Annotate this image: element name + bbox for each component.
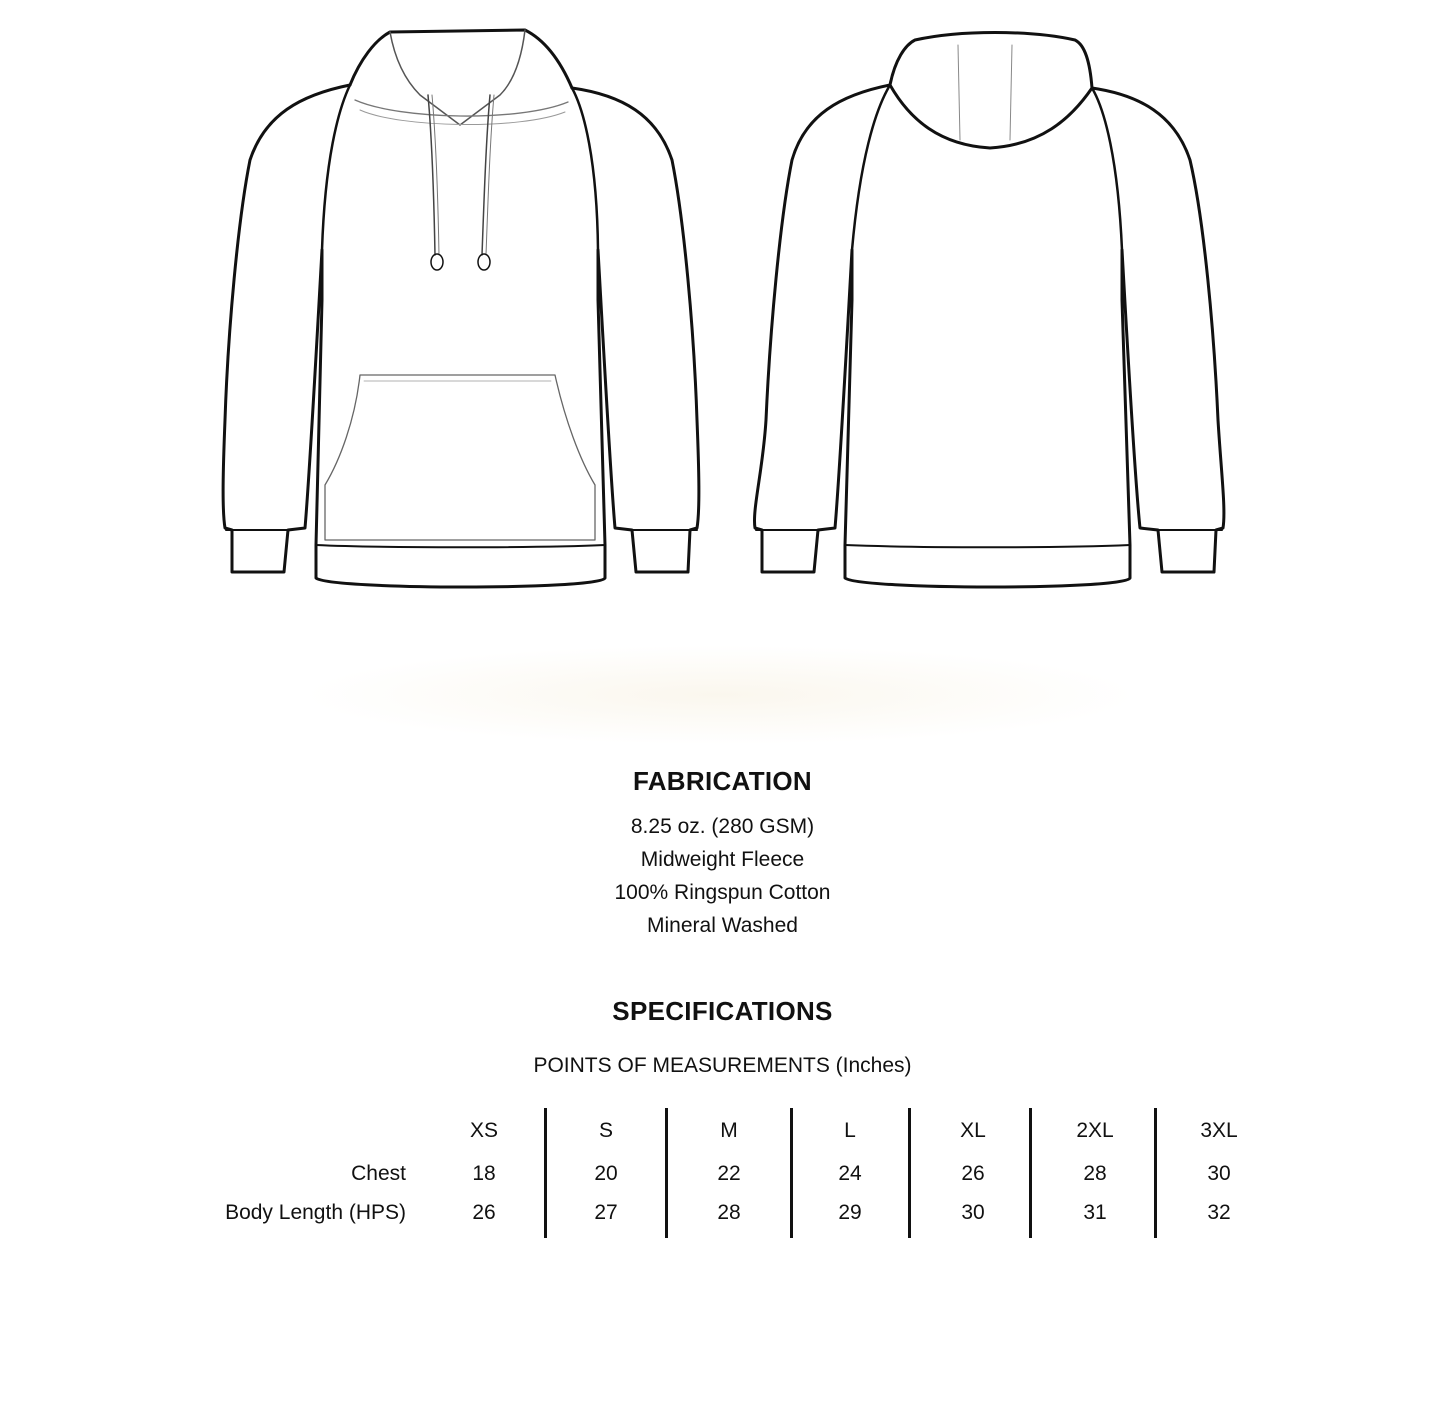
measurements-subtitle: POINTS OF MEASUREMENTS (Inches) (533, 1054, 912, 1077)
table-cell: 30 (961, 1201, 985, 1224)
column-divider (1154, 1108, 1157, 1238)
size-header: XS (469, 1119, 498, 1142)
fabrication-heading: FABRICATION (632, 766, 813, 796)
size-header: L (844, 1119, 856, 1142)
garment-technical-drawing (0, 0, 1445, 640)
table-cell: 31 (1083, 1201, 1107, 1224)
column-divider (544, 1108, 547, 1238)
table-cell: 22 (717, 1162, 741, 1185)
size-header: XL (960, 1119, 986, 1142)
table-cell: 26 (961, 1162, 985, 1185)
fabrication-line: Mineral Washed (647, 914, 798, 937)
table-cell: 20 (594, 1162, 618, 1185)
fabrication-line: 100% Ringspun Cotton (614, 881, 831, 904)
size-header: S (598, 1119, 613, 1142)
background-glow (300, 645, 1140, 745)
table-cell: 28 (1083, 1162, 1107, 1185)
table-cell: 27 (594, 1201, 618, 1224)
size-header: 2XL (1076, 1119, 1114, 1142)
hoodie-back-icon (754, 33, 1223, 588)
column-divider (908, 1108, 911, 1238)
row-label-chest: Chest (351, 1162, 406, 1185)
table-cell: 24 (838, 1162, 862, 1185)
table-cell: 29 (838, 1201, 862, 1224)
hoodie-front-icon (223, 30, 699, 587)
column-divider (790, 1108, 793, 1238)
table-cell: 18 (472, 1162, 496, 1185)
fabrication-line: 8.25 oz. (280 GSM) (630, 815, 815, 838)
column-divider (1029, 1108, 1032, 1238)
specifications-heading: SPECIFICATIONS (612, 996, 833, 1026)
row-label-body-length: Body Length (HPS) (225, 1201, 406, 1224)
size-header: 3XL (1200, 1119, 1238, 1142)
table-cell: 28 (717, 1201, 741, 1224)
size-header: M (720, 1119, 738, 1142)
table-cell: 26 (472, 1201, 496, 1224)
column-divider (665, 1108, 668, 1238)
table-cell: 32 (1207, 1201, 1231, 1224)
fabrication-line: Midweight Fleece (640, 848, 805, 871)
table-cell: 30 (1207, 1162, 1231, 1185)
